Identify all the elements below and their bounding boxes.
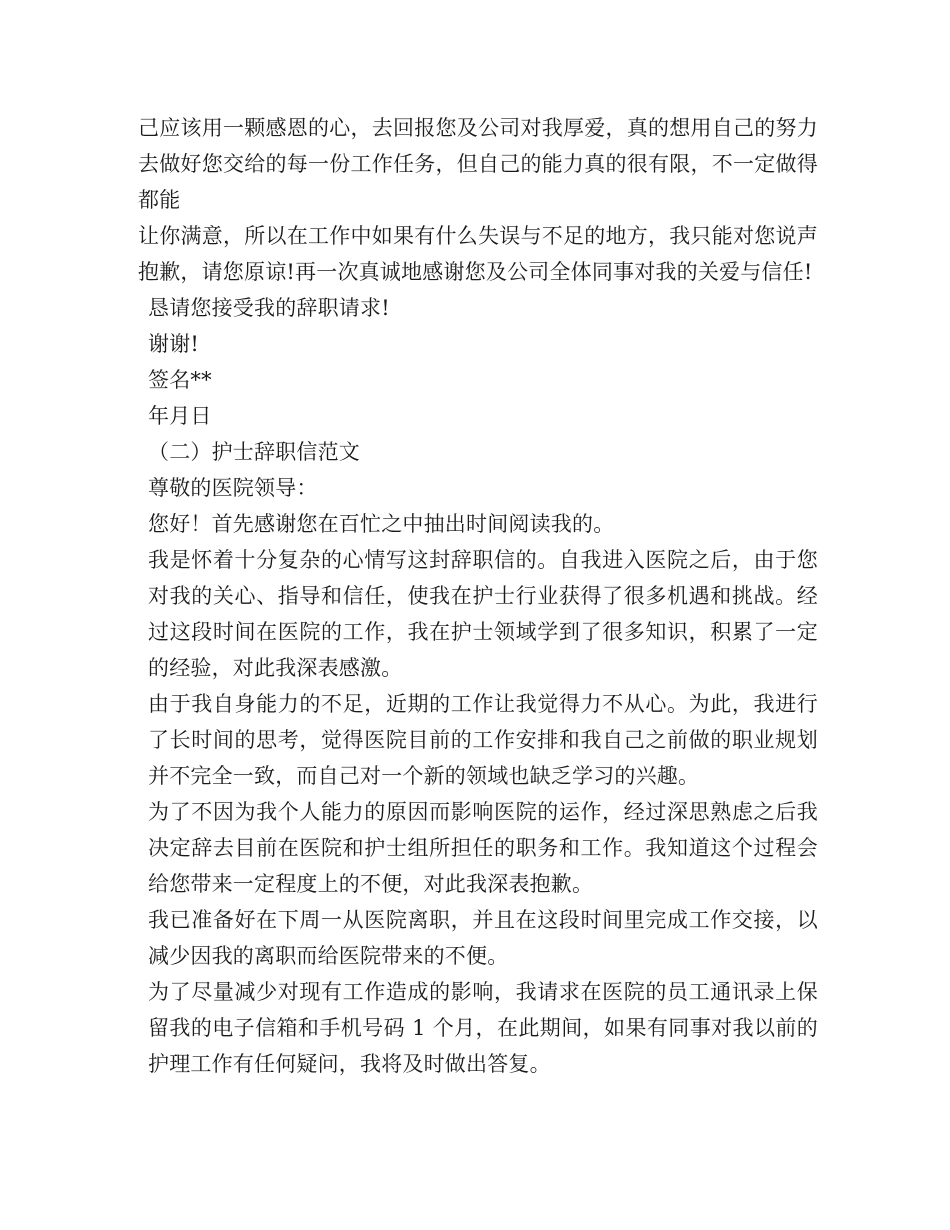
signature-line: 签名** [148,368,212,392]
section-heading: （二）护士辞职信范文 [148,440,360,464]
paragraph-reason: 由于我自身能力的不足，近期的工作让我觉得力不从心。为此，我进行了长时间的思考，觉得医院目前的工作安排和我自己之前做的职业规划并不完全一致，而自己对一个新的领域也缺乏学习的兴趣。 [148,692,818,788]
paragraph-thanks: 谢谢! [148,332,200,356]
paragraph-apology: 让你满意，所以在工作中如果有什么失误与不足的地方，我只能对您说声抱歉，请您原谅!再一次真诚地感谢您及公司全体同事对我的关爱与信任! [138,224,818,284]
date-line: 年月日 [148,404,212,428]
salutation: 尊敬的医院领导： [148,476,318,500]
paragraph-request: 恳请您接受我的辞职请求! [148,296,390,320]
paragraph-contact: 为了尽量减少对现有工作造成的影响，我请求在医院的员工通讯录上保留我的电子信箱和手机号码 1 个月，在此期间，如果有同事对我以前的护理工作有任何疑问，我将及时做出答复。 [148,980,818,1076]
paragraph-continuation: 己应该用一颗感恩的心，去回报您及公司对我厚爱，真的想用自己的努力去做好您交给的每一份工作任务，但自己的能力真的很有限，不一定做得都能 [138,116,818,212]
document-body [138,110,818,1082]
paragraph-handover: 我已准备好在下周一从医院离职，并且在这段时间里完成工作交接，以减少因我的离职而给医院带来的不便。 [148,908,818,968]
paragraph-intro: 我是怀着十分复杂的心情写这封辞职信的。自我进入医院之后，由于您对我的关心、指导和信任，使我在护士行业获得了很多机遇和挑战。经过这段时间在医院的工作，我在护士领域学到了很多知识，积累了一定的经验，对此我深表感激。 [148,548,818,680]
paragraph-decision: 为了不因为我个人能力的原因而影响医院的运作，经过深思熟虑之后我决定辞去目前在医院和护士组所担任的职务和工作。我知道这个过程会给您带来一定程度上的不便，对此我深表抱歉。 [148,800,818,896]
paragraph-greeting: 您好！首先感谢您在百忙之中抽出时间阅读我的。 [148,512,615,536]
